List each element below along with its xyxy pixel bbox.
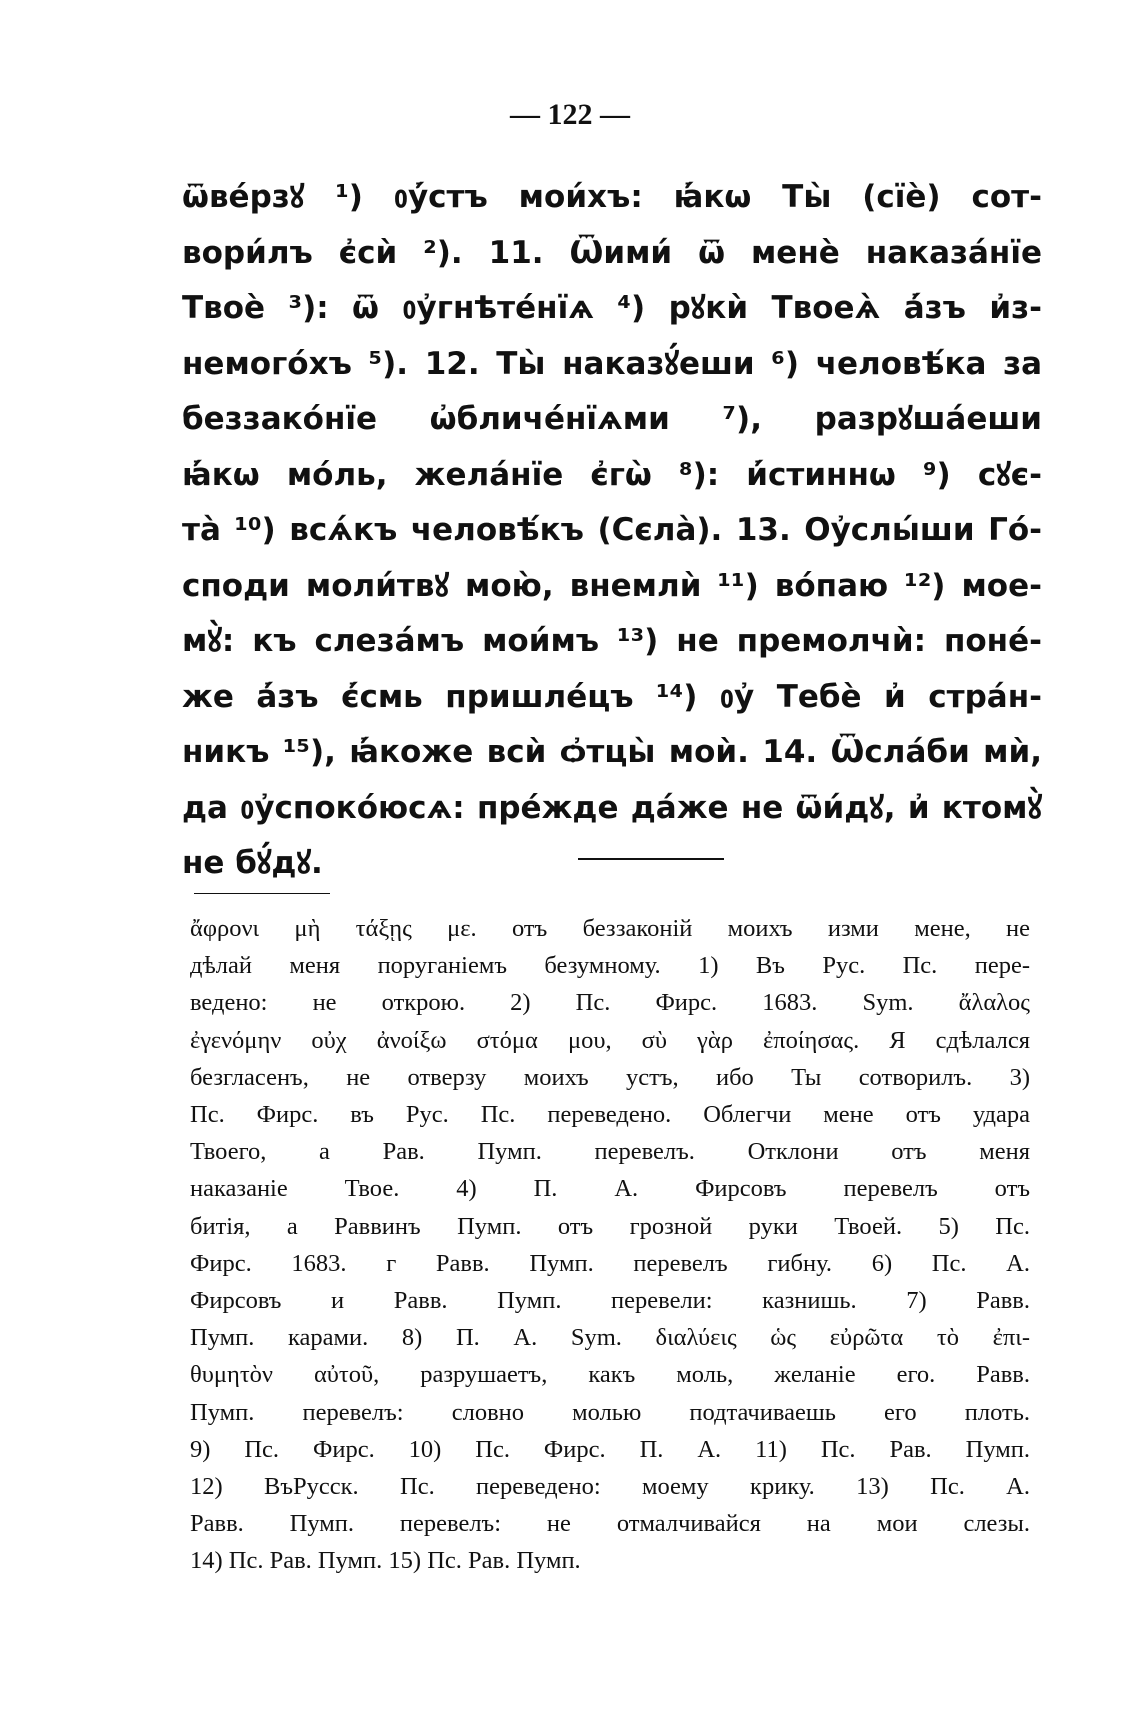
main-text-line: же а҆́зъ є҆́смь пришлéцъ ¹⁴) ᲂу҆ Тебѐ и҆ стра́н- <box>182 678 1042 715</box>
footnote-line: Пумп. перевелъ: словно молью подтачиваешь его плоть. <box>190 1398 1030 1426</box>
footnote-line: ведено: не открою. 2) Пс. Фирс. 1683. Sym. ἄλαλος <box>190 989 1030 1017</box>
main-text-line: да ᲂу҆спокóюсѧ: прéжде да́же не ѿи́дꙋ, и҆ ктомꙋ̀ <box>182 789 1042 826</box>
footnote-line: Пумп. карами. 8) П. А. Sym. διαλύεις ὡς εὐρῶτα τὸ ἐπι- <box>190 1324 1030 1352</box>
footnote-line: наказаніе Твое. 4) П. А. Фирсовъ перевелъ отъ <box>190 1175 1030 1203</box>
main-text-line: беззакóнїе ѡ҆бличéнїѧми ⁷), разрꙋша́еши <box>182 401 1042 437</box>
footnote-line: безгласенъ, не отверзу моихъ устъ, ибо Ты сотворилъ. 3) <box>190 1063 1030 1091</box>
footnote-separator <box>194 893 330 894</box>
main-text-line: споди моли́твꙋ мою̀, внемлѝ ¹¹) вóпаю ¹²) мое- <box>182 567 1042 604</box>
end-of-text-rule <box>578 858 724 860</box>
main-text-line: никъ ¹⁵), ꙗ҆́коже всѝ ѻ҆тцы̀ моѝ. 14. Ѿсла́би мѝ, <box>182 734 1042 770</box>
main-text-line: ѿвéрзꙋ ¹) ᲂу҆́стъ мои́хъ: ꙗ҆́кѡ Ты̀ (сїѐ) сот- <box>182 179 1042 215</box>
footnote-line: Равв. Пумп. перевелъ: не отмалчивайся на мои слезы. <box>190 1510 1030 1538</box>
footnote-line: 9) Пс. Фирс. 10) Пс. Фирс. П. А. 11) Пс. Рав. Пумп. <box>190 1435 1030 1463</box>
main-text-block <box>182 170 1042 892</box>
footnote-line: ἐγενόμην οὐχ ἀνοίξω στόμα μου, σὺ γὰρ ἐποίησας. Я сдѣлался <box>190 1026 1030 1054</box>
main-text-line: мꙋ̀: къ слеза́мъ мои́мъ ¹³) не премолчѝ: понé- <box>182 623 1042 659</box>
footnote-line: Фирс. 1683. г Равв. Пумп. перевелъ гибну. 6) Пс. А. <box>190 1249 1030 1277</box>
footnote-line: дѣлай меня поруганіемъ безумному. 1) Въ Рус. Пс. пере- <box>190 952 1030 980</box>
footnote-line: Фирсовъ и Равв. Пумп. перевели: казнишь. 7) Равв. <box>190 1287 1030 1315</box>
page-number: — 122 — <box>510 98 630 131</box>
footnote-line: 14) Пс. Рав. Пумп. 15) Пс. Рав. Пумп. <box>190 1547 581 1575</box>
footnote-line: битія, а Раввинъ Пумп. отъ грозной руки Твоей. 5) Пс. <box>190 1212 1030 1240</box>
main-text-line: Твоѐ ³): ѿ ᲂу҆гнѣтéнїѧ ⁴) рꙋкѝ Твоеѧ̀ а҆́зъ и҆з- <box>182 290 1042 326</box>
main-text-line: немогóхъ ⁵). 12. Ты̀ наказꙋ́еши ⁶) человѣ́ка за <box>182 345 1042 382</box>
main-text-line: ꙗ҆́кѡ мóль, жела́нїе є҆гѡ̀ ⁸): и҆́стиннѡ ⁹) сꙋє- <box>182 456 1042 493</box>
footnote-line: θυμητὸν αὐτοῦ, разрушаетъ, какъ моль, желаніе его. Равв. <box>190 1361 1030 1389</box>
main-text-line: та̀ ¹⁰) всѧ́къ человѣ́къ (Сєла̀). 13. Оу҆слы́ши Гó- <box>182 512 1042 548</box>
footnote-line: Пс. Фирс. въ Рус. Пс. переведено. Облегчи мене отъ удара <box>190 1101 1030 1129</box>
main-text-line: вори́лъ є҆сѝ ²). 11. Ѿими́ ѿ менѐ наказа́нїе <box>182 234 1042 271</box>
footnote-line: Твоего, а Рав. Пумп. перевелъ. Отклони отъ меня <box>190 1138 1030 1166</box>
footnotes-block <box>190 910 1030 1580</box>
main-text-line: не бꙋ́дꙋ. <box>182 845 323 881</box>
footnote-line: ἄφρονι μὴ τάξῃς με. отъ беззаконій моихъ изми мене, не <box>190 915 1030 942</box>
footnote-line: 12) ВъРусск. Пс. переведено: моему крику. 13) Пс. А. <box>190 1473 1030 1501</box>
